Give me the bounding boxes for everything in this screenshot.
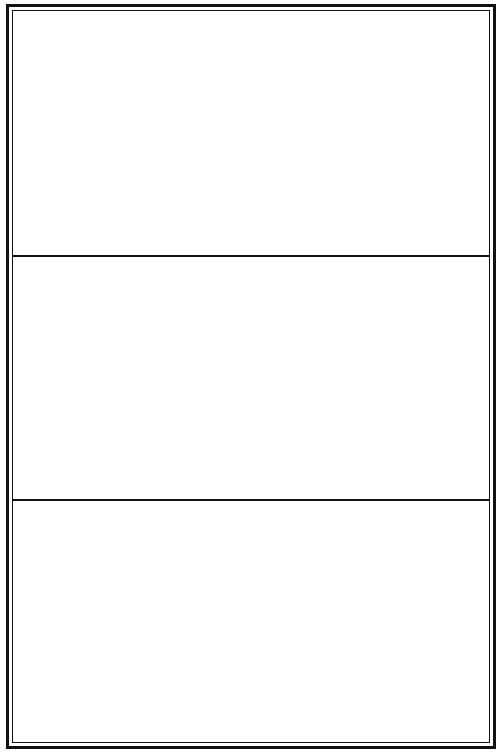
text-column <box>241 503 263 748</box>
text-column <box>307 15 329 251</box>
text-column <box>263 15 285 251</box>
text-column <box>87 503 109 748</box>
text-column <box>219 503 241 748</box>
text-column <box>153 503 175 748</box>
text-column <box>461 503 483 748</box>
text-column <box>263 259 285 495</box>
text-column <box>395 259 417 495</box>
text-column <box>417 15 439 251</box>
text-column <box>329 15 351 251</box>
text-column <box>87 259 109 495</box>
text-column <box>351 15 373 251</box>
top-text-band <box>13 11 489 255</box>
text-column <box>219 259 241 495</box>
text-column <box>329 503 351 748</box>
text-column <box>219 15 241 251</box>
text-column <box>65 15 87 251</box>
text-column <box>153 15 175 251</box>
text-column <box>65 503 87 748</box>
middle-text-band <box>13 255 489 499</box>
text-column <box>197 15 219 251</box>
text-column <box>131 503 153 748</box>
document-page <box>6 4 496 749</box>
text-column <box>175 15 197 251</box>
text-column <box>307 259 329 495</box>
text-column <box>43 503 65 748</box>
text-column <box>197 503 219 748</box>
text-column <box>395 503 417 748</box>
text-column <box>329 259 351 495</box>
text-column <box>131 15 153 251</box>
text-column <box>21 15 43 251</box>
text-column <box>263 503 285 748</box>
text-column <box>373 15 395 251</box>
text-column <box>439 15 461 251</box>
text-column <box>109 503 131 748</box>
text-column <box>417 259 439 495</box>
text-column <box>131 259 153 495</box>
text-column <box>417 503 439 748</box>
text-column <box>175 503 197 748</box>
text-column <box>241 15 263 251</box>
text-column <box>21 259 43 495</box>
text-column <box>175 259 197 495</box>
text-column <box>285 15 307 251</box>
text-column <box>395 15 417 251</box>
text-column <box>373 503 395 748</box>
text-column <box>109 259 131 495</box>
page-inner-frame <box>12 10 490 743</box>
text-column <box>87 15 109 251</box>
text-column <box>109 15 131 251</box>
text-column <box>43 15 65 251</box>
bottom-text-band <box>13 499 489 752</box>
text-column <box>461 15 483 251</box>
text-column <box>65 259 87 495</box>
text-column <box>241 259 263 495</box>
text-column <box>439 259 461 495</box>
text-column <box>43 259 65 495</box>
text-column <box>373 259 395 495</box>
text-column <box>285 503 307 748</box>
text-column <box>307 503 329 748</box>
text-column <box>285 259 307 495</box>
text-column <box>439 503 461 748</box>
text-column <box>197 259 219 495</box>
text-column <box>461 259 483 495</box>
text-column <box>153 259 175 495</box>
text-column <box>21 503 43 748</box>
text-column <box>351 503 373 748</box>
text-column <box>351 259 373 495</box>
